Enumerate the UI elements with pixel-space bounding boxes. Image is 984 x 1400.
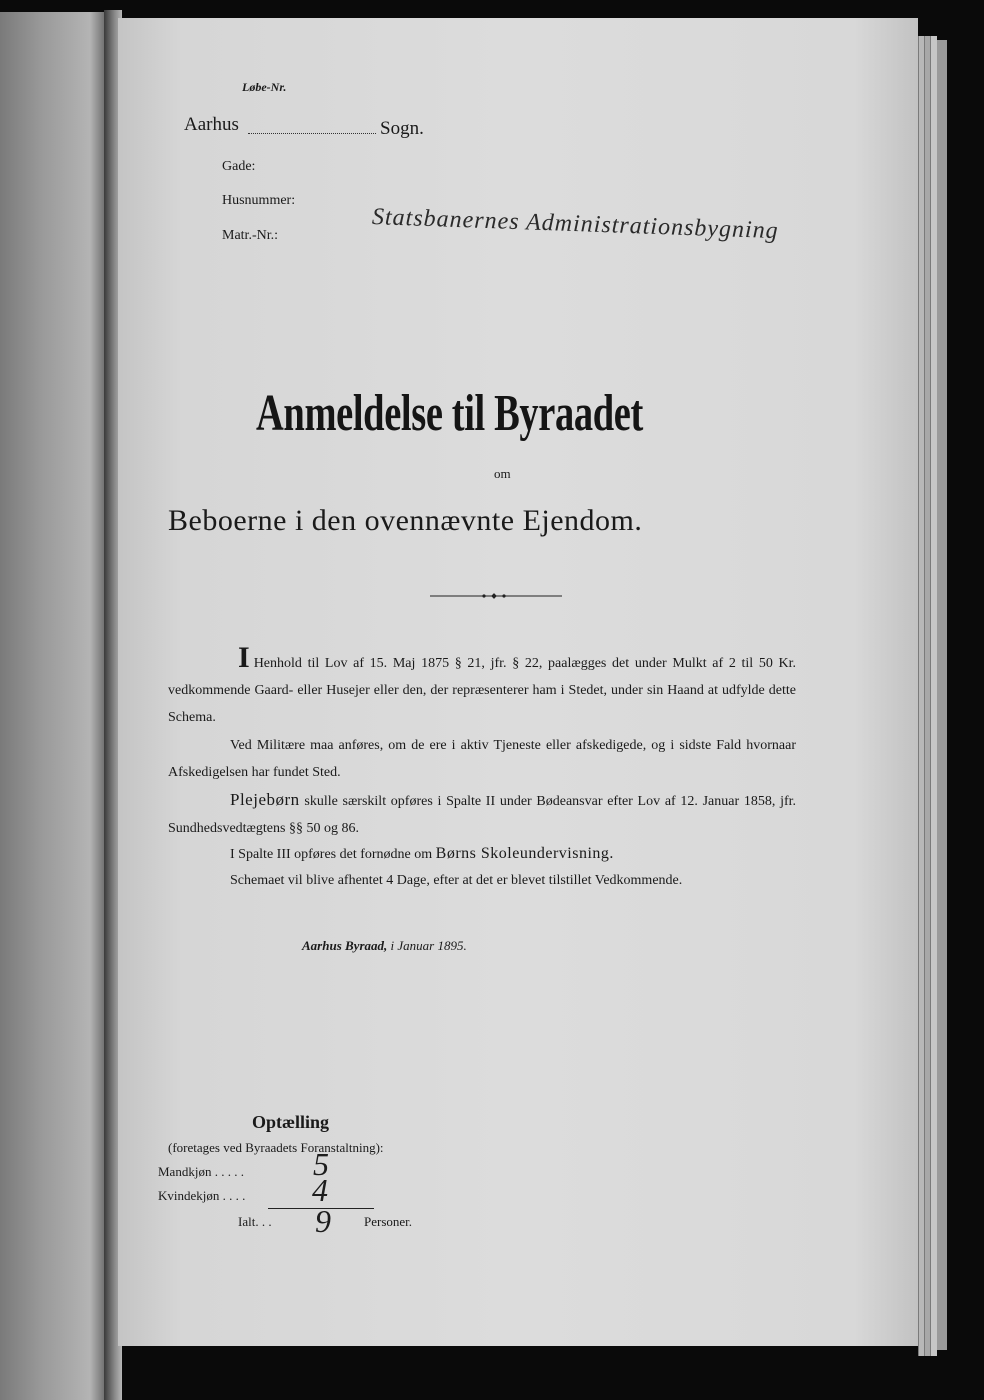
- issuer-org: Aarhus Byraad,: [302, 938, 388, 953]
- page-stack-edge: [930, 36, 937, 1356]
- paragraph-text: I Spalte III opføres det fornødne om: [230, 847, 433, 862]
- paragraph-text: Henhold til Lov af 15. Maj 1875 § 21, jfr. § 22, paalægges det under Mulkt af 2 til 50 Kr. vedkommende Gaard- eller Husejer eller den, der repræsenterer ham i Stedet, under sin Haand at udfylde dette Schema.: [168, 656, 796, 725]
- book-cover-edge: [937, 40, 947, 1350]
- optaelling-subtitle: (foretages ved Byraadets Foranstaltning):: [168, 1140, 384, 1155]
- instruction-paragraph-5: [168, 867, 796, 894]
- paragraph-text: Schemaet vil blive afhentet 4 Dage, efter at det er blevet tilstillet Vedkommende.: [230, 873, 683, 888]
- document-title: Anmeldelse til Byraadet: [256, 385, 643, 442]
- gade-label: Gade:: [222, 159, 256, 174]
- instruction-paragraph-2: [168, 732, 796, 786]
- mandkjon-label: Mandkjøn . . . . .: [158, 1164, 244, 1179]
- matr-nr-label: Matr.-Nr.:: [222, 228, 278, 243]
- ialt-label: Ialt. . .: [238, 1214, 272, 1229]
- ialt-count-handwritten: 9: [315, 1203, 331, 1239]
- sogn-label: Sogn.: [380, 118, 424, 139]
- om-label: om: [494, 466, 511, 481]
- ornament-divider: [430, 593, 562, 599]
- mandkjon-count-handwritten: 5: [313, 1146, 329, 1182]
- instruction-paragraph-4: [168, 840, 796, 868]
- paragraph-text: skulle særskilt opføres i Spalte II under Bødeansvar efter Lov af 12. Januar 1858, jfr. Sundhedsvedtægtens §§ 50 og 86.: [168, 794, 797, 836]
- instruction-paragraph-3: [168, 786, 796, 842]
- issuer-signature: [302, 938, 467, 954]
- kvindekjon-label: Kvindekjøn . . . .: [158, 1188, 246, 1203]
- paragraph-text: Ved Militære maa anføres, om de ere i aktiv Tjeneste eller afskedigede, og i sidste Fald hvornaar Afskedigelsen har fundet Sted.: [168, 738, 796, 780]
- matr-nr-handwritten-value: Statsbanernes Administrationsbygning: [371, 204, 780, 245]
- sogn-fill-line: [248, 133, 376, 134]
- plejeborn-heading: Plejebørn: [230, 790, 300, 809]
- document-subtitle: Beboerne i den ovennævnte Ejendom.: [168, 504, 643, 537]
- kvindekjon-count-handwritten: 4: [312, 1172, 328, 1208]
- skoleundervisning-heading: Børns Skoleundervisning.: [435, 845, 614, 862]
- personer-label: Personer.: [364, 1214, 413, 1229]
- drop-cap: I: [238, 641, 250, 674]
- husnummer-label: Husnummer:: [222, 193, 296, 208]
- loebe-nr-label: Løbe-Nr.: [242, 80, 287, 94]
- previous-page-edge: [0, 12, 106, 1400]
- instruction-paragraph-1: [168, 641, 796, 731]
- issue-date: i Januar 1895.: [390, 938, 467, 953]
- optaelling-title: Optælling: [252, 1112, 330, 1132]
- city-label: Aarhus: [184, 114, 239, 135]
